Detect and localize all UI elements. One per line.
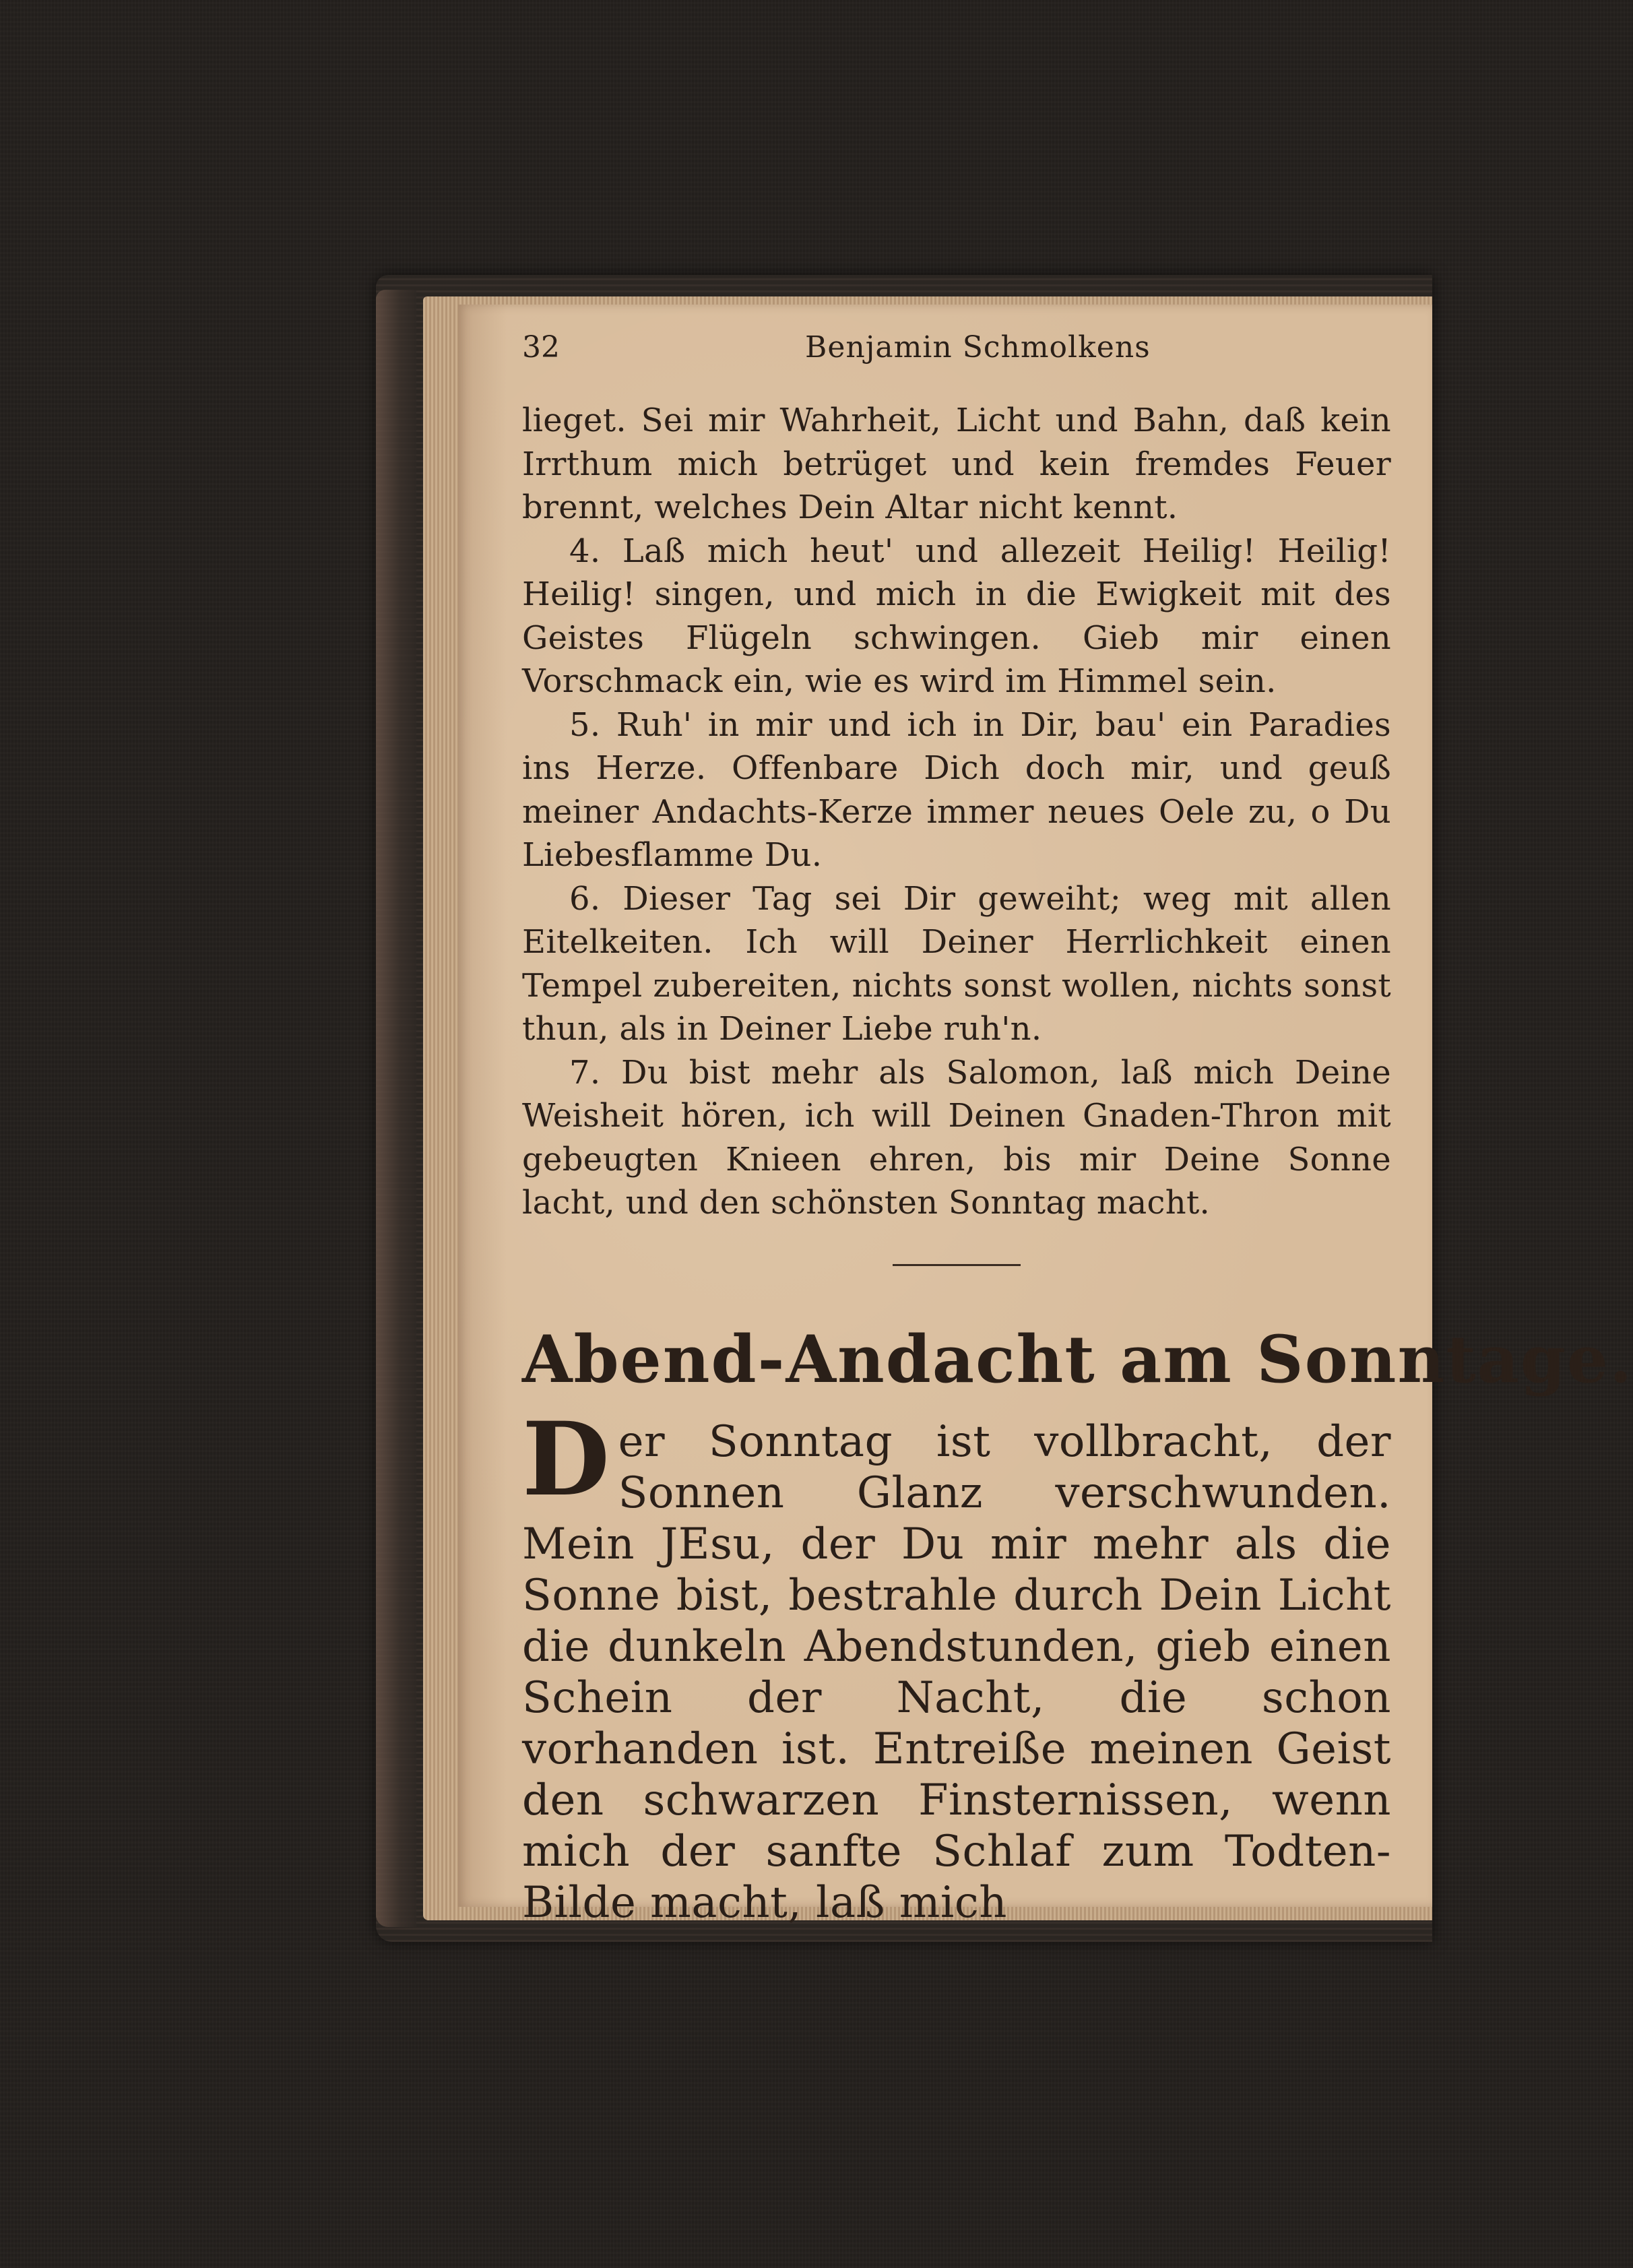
stanza-5: 5. Ruh' in mir und ich in Dir, bau' ein Paradies ins Herze. Offenbare Dich doch mir, und geuß meiner Andachts-Kerze immer neues Oele zu, o Du Liebesflamme Du. — [522, 705, 1391, 874]
hymn-text — [522, 399, 1391, 1225]
running-header — [522, 327, 1391, 368]
stanza-4: 4. Laß mich heut' und allezeit Heilig! Heilig! Heilig! singen, und mich in die Ewigkeit mit des Geistes Flügeln schwingen. Gieb mir einen Vorschmack ein, wie es wird im Himmel sein. — [522, 532, 1391, 700]
page-number: 32 — [522, 330, 560, 365]
book-page — [458, 305, 1633, 1928]
section-body — [522, 1400, 1391, 1928]
cover-spine-edge — [376, 290, 416, 1927]
stanza-7: 7. Du bist mehr als Salomon, laß mich Deine Weisheit hören, ich will Deinen Gnaden-Thron mit gebeugten Knieen ehren, bis mir Deine Sonne lacht, und den schönsten Sonntag macht. — [522, 1053, 1391, 1222]
paragraph-continuation: lieget. Sei mir Wahrheit, Licht und Bahn, daß kein Irrthum mich betrüget und kein fremdes Feuer brennt, welches Dein Altar nicht kennt. — [522, 402, 1391, 526]
section-divider — [893, 1264, 1021, 1266]
drop-cap: D — [522, 1400, 610, 1519]
running-title: Benjamin Schmolkens — [805, 330, 1151, 365]
section-text: er Sonntag ist vollbracht, der Sonnen Glanz verschwunden. Mein JEsu, der Du mir mehr als die Sonne bist, bestrahle durch Dein Licht die dunkeln Abendstunden, gieb einen Schein der Nacht, die schon vorhanden ist. Entreiße meinen Geist den schwarzen Finsternissen, wenn mich der sanfte Schlaf zum Todten-Bilde macht, laß mich — [522, 1417, 1391, 1928]
stanza-6: 6. Dieser Tag sei Dir geweiht; weg mit allen Eitelkeiten. Ich will Deiner Herrlichkeit einen Tempel zubereiten, nichts sonst wollen, nichts sonst thun, als in Deiner Liebe ruh'n. — [522, 879, 1391, 1048]
section-heading: Abend-Andacht am Sonntage. — [522, 1321, 1633, 1397]
